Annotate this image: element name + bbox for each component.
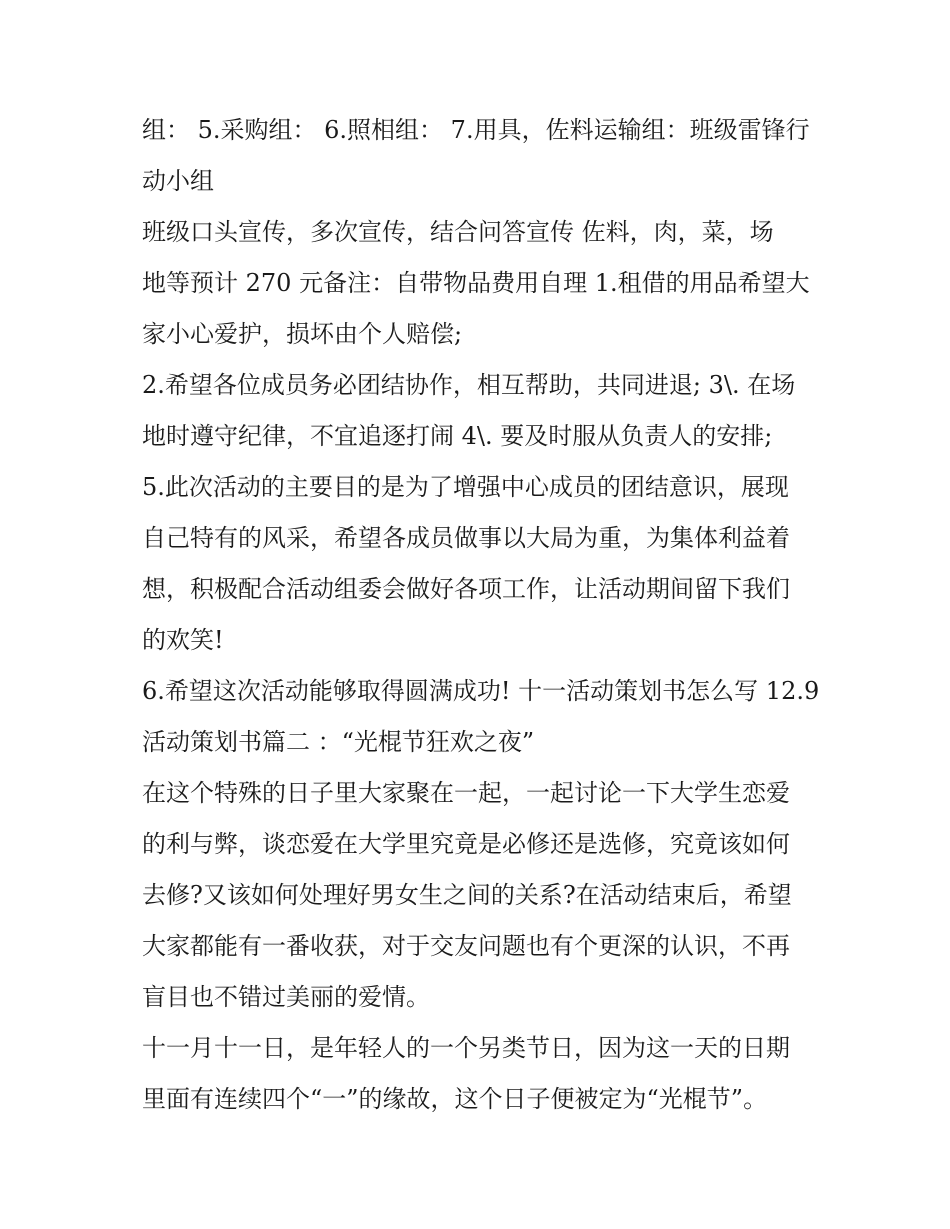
paragraph-7: 十一月十一日，是年轻人的一个另类节日，因为这一天的日期 里面有连续四个“一”的缘故，这个日子便被定为“光棍节”。 (142, 1034, 790, 1113)
paragraph-3: 2.希望各位成员务必团结协作，相互帮助，共同进退; 3\. 在场 地时遵守纪律，不宜追逐打闹 4\. 要及时服从负责人的安排; (142, 371, 796, 450)
paragraph-5: 6.希望这次活动能够取得圆满成功! 十一活动策划书怎么写 12.9 活动策划书篇二 ：“光棍节狂欢之夜” (142, 677, 820, 756)
paragraph-1: 组： 5.采购组： 6.照相组： 7.用具，佐料运输组：班级雷锋行 动小组 (142, 116, 810, 195)
paragraph-6: 在这个特殊的日子里大家聚在一起，一起讨论一下大学生恋爱 的利与弊，谈恋爱在大学里究竟是必修还是选修，究竟该如何 去修?又该如何处理好男女生之间的关系?在活动结束后，希望 大家都能有一番收获，对于交友问题也有个更深的认识，不再 盲目也不错过美丽的爱情。 (142, 779, 792, 1011)
paragraph-2: 班级口头宣传，多次宣传，结合问答宣传 佐料，肉，菜，场 地等预计 270 元备注：自带物品费用自理 1.租借的用品希望大 家小心爱护，损坏由个人赔偿; (142, 218, 810, 348)
paragraph-4: 5.此次活动的主要目的是为了增强中心成员的团结意识，展现 自己特有的风采，希望各成员做事以大局为重，为集体利益着 想，积极配合活动组委会做好各项工作，让活动期间留下我们 的欢笑! (142, 473, 790, 654)
document-body (142, 105, 822, 1125)
